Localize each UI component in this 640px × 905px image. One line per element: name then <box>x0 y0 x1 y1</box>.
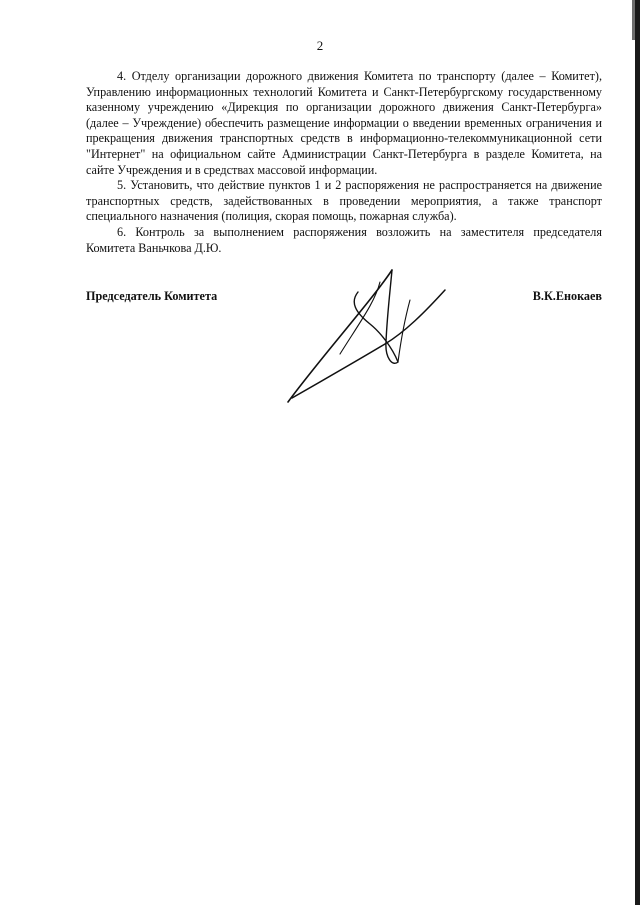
paragraph-4: 4. Отделу организации дорожного движения Комитета по транспорту (далее – Комитет), Управлению информационных технологий Комитета и Санкт-Петербургскому государственному казенному учреждению «Дирекция по организации дорожного движения Санкт-Петербурга» (далее – Учреждение) обеспечить размещение информации о введении временных ограничения и прекращения движения транспортных средств в информационно-телекоммуникационной сети "Интернет" на официальном сайте Администрации Санкт-Петербурга в разделе Комитета, на сайте Учреждения и в средствах массовой информации. <box>86 69 602 177</box>
paragraph-5: 5. Установить, что действие пунктов 1 и 2 распоряжения не распространяется на движение транспортных средств, задействованных в проведении мероприятия, а также транспорт специального назначения (полиция, скорая помощь, пожарная служба). <box>86 178 602 224</box>
document-body <box>86 69 602 256</box>
paragraph-6: 6. Контроль за выполнением распоряжения возложить на заместителя председателя Комитета Ваньчкова Д.Ю. <box>86 224 602 255</box>
page-number: 2 <box>316 38 324 53</box>
scan-edge <box>635 0 640 905</box>
signatory-title: Председатель Комитета <box>86 289 218 303</box>
signatory-name: В.К.Енокаев <box>532 289 602 303</box>
handwritten-signature-icon <box>280 262 450 407</box>
